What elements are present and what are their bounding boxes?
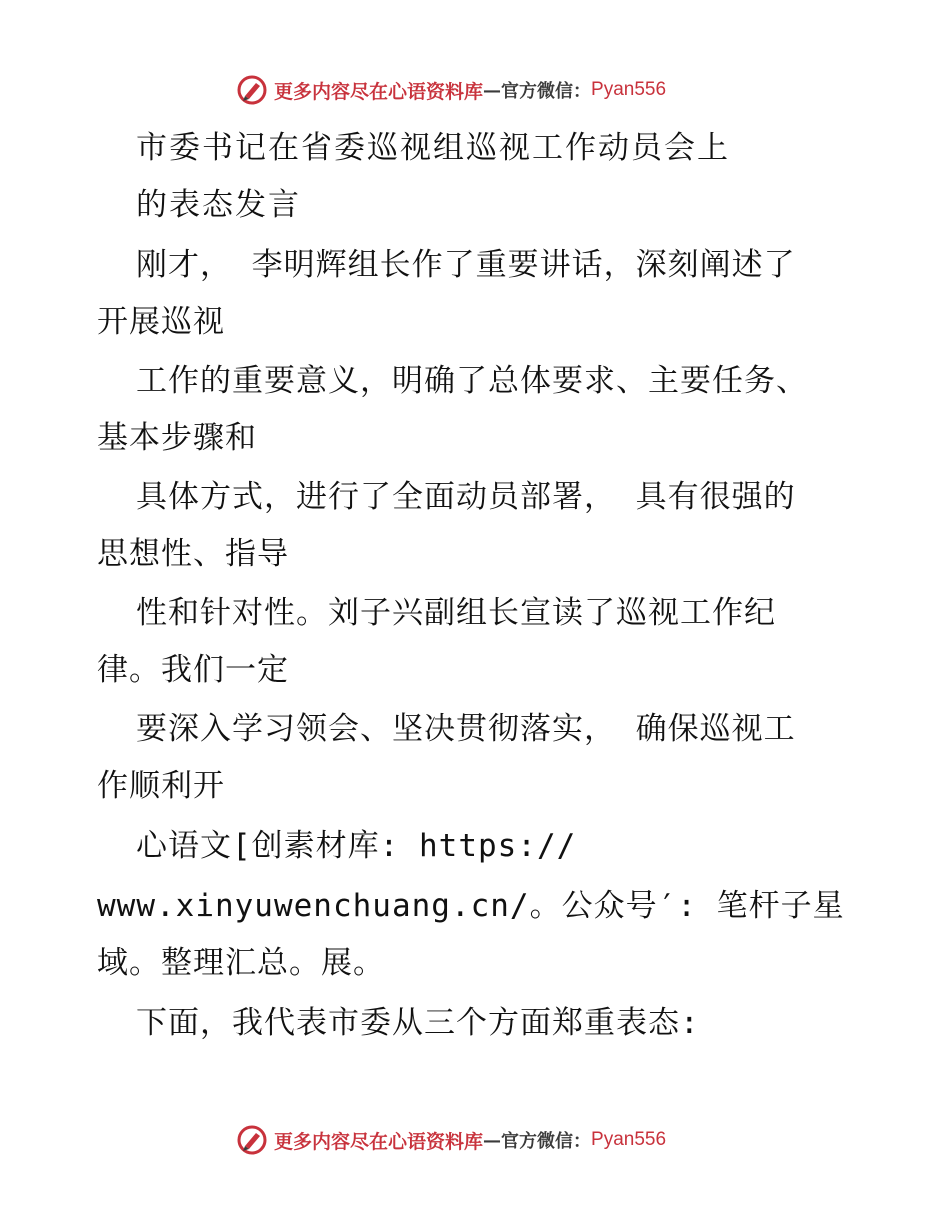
brush-pen-logo-icon [236,1124,268,1156]
body-line: 域。整理汇总。展。 [97,945,385,981]
body-line: 要深入学习领会、坚决贯彻落实， 确保巡视工 [136,711,796,747]
banner-site-text: 更多内容尽在心语资料库 [274,80,484,103]
brush-pen-logo-icon [236,74,268,106]
body-line: 思想性、指导 [97,536,289,572]
document-title-line-1: 市委书记在省委巡视组巡视工作动员会上 [136,130,730,166]
banner-official-text: 官方微信： [501,81,592,102]
banner-site-text: 更多内容尽在心语资料库 [274,1130,484,1153]
body-line: 心语文[创素材库: https:// [136,828,577,864]
body-line: 工作的重要意义，明确了总体要求、主要任务、 [136,363,808,399]
body-line: 下面，我代表市委从三个方面郑重表态: [136,1005,700,1041]
body-line: 具体方式，进行了全面动员部署， 具有很强的 [136,479,796,515]
banner-wechat-id: Pyan556 [591,79,667,100]
body-line-url: www.xinyuwenchuang.cn/。公众号′: 笔杆子星 [97,888,845,924]
footer-banner [236,1120,666,1160]
banner-official-text: 官方微信： [501,1131,592,1152]
body-line: 刚才， 李明辉组长作了重要讲话，深刻阐述了 [136,247,796,283]
body-line: 性和针对性。刘子兴副组长宣读了巡视工作纪 [136,595,776,631]
body-line: 作顺利开 [97,768,225,804]
body-line: 开展巡视 [97,304,225,340]
banner-wechat-id: Pyan556 [591,1129,667,1150]
header-banner [236,70,666,110]
document-title-line-2: 的表态发言 [136,187,301,223]
body-line: 基本步骤和 [97,420,257,456]
banner-dash: — [483,79,502,101]
banner-dash: — [483,1129,502,1151]
body-line: 律。我们一定 [97,652,289,688]
